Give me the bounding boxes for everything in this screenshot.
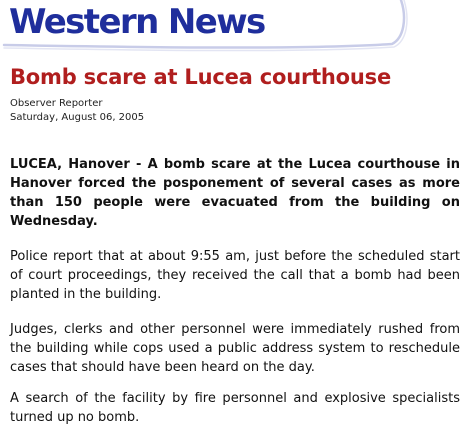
article-body xyxy=(10,155,460,443)
article-byline: Observer Reporter xyxy=(10,98,103,109)
masthead xyxy=(0,0,410,54)
masthead-title: Western News xyxy=(9,2,265,42)
article-paragraph: Judges, clerks and other personnel were immediately rushed from the building while cops used a public address system to reschedule cases that should have been heard on the day. xyxy=(10,322,460,375)
article-paragraph: A search of the facility by fire personnel and explosive specialists turned up no bomb. xyxy=(10,391,460,425)
article-lead-paragraph: LUCEA, Hanover - A bomb scare at the Lucea courthouse in Hanover forced the posponement of several cases as more than 150 people were evacuated from the building on Wednesday. xyxy=(10,157,460,229)
article-date: Saturday, August 06, 2005 xyxy=(10,112,145,123)
article-paragraph: Police report that at about 9:55 am, just before the scheduled start of court proceedings, they received the call that a bomb had been planted in the building. xyxy=(10,249,460,302)
article-headline: Bomb scare at Lucea courthouse xyxy=(10,65,392,89)
